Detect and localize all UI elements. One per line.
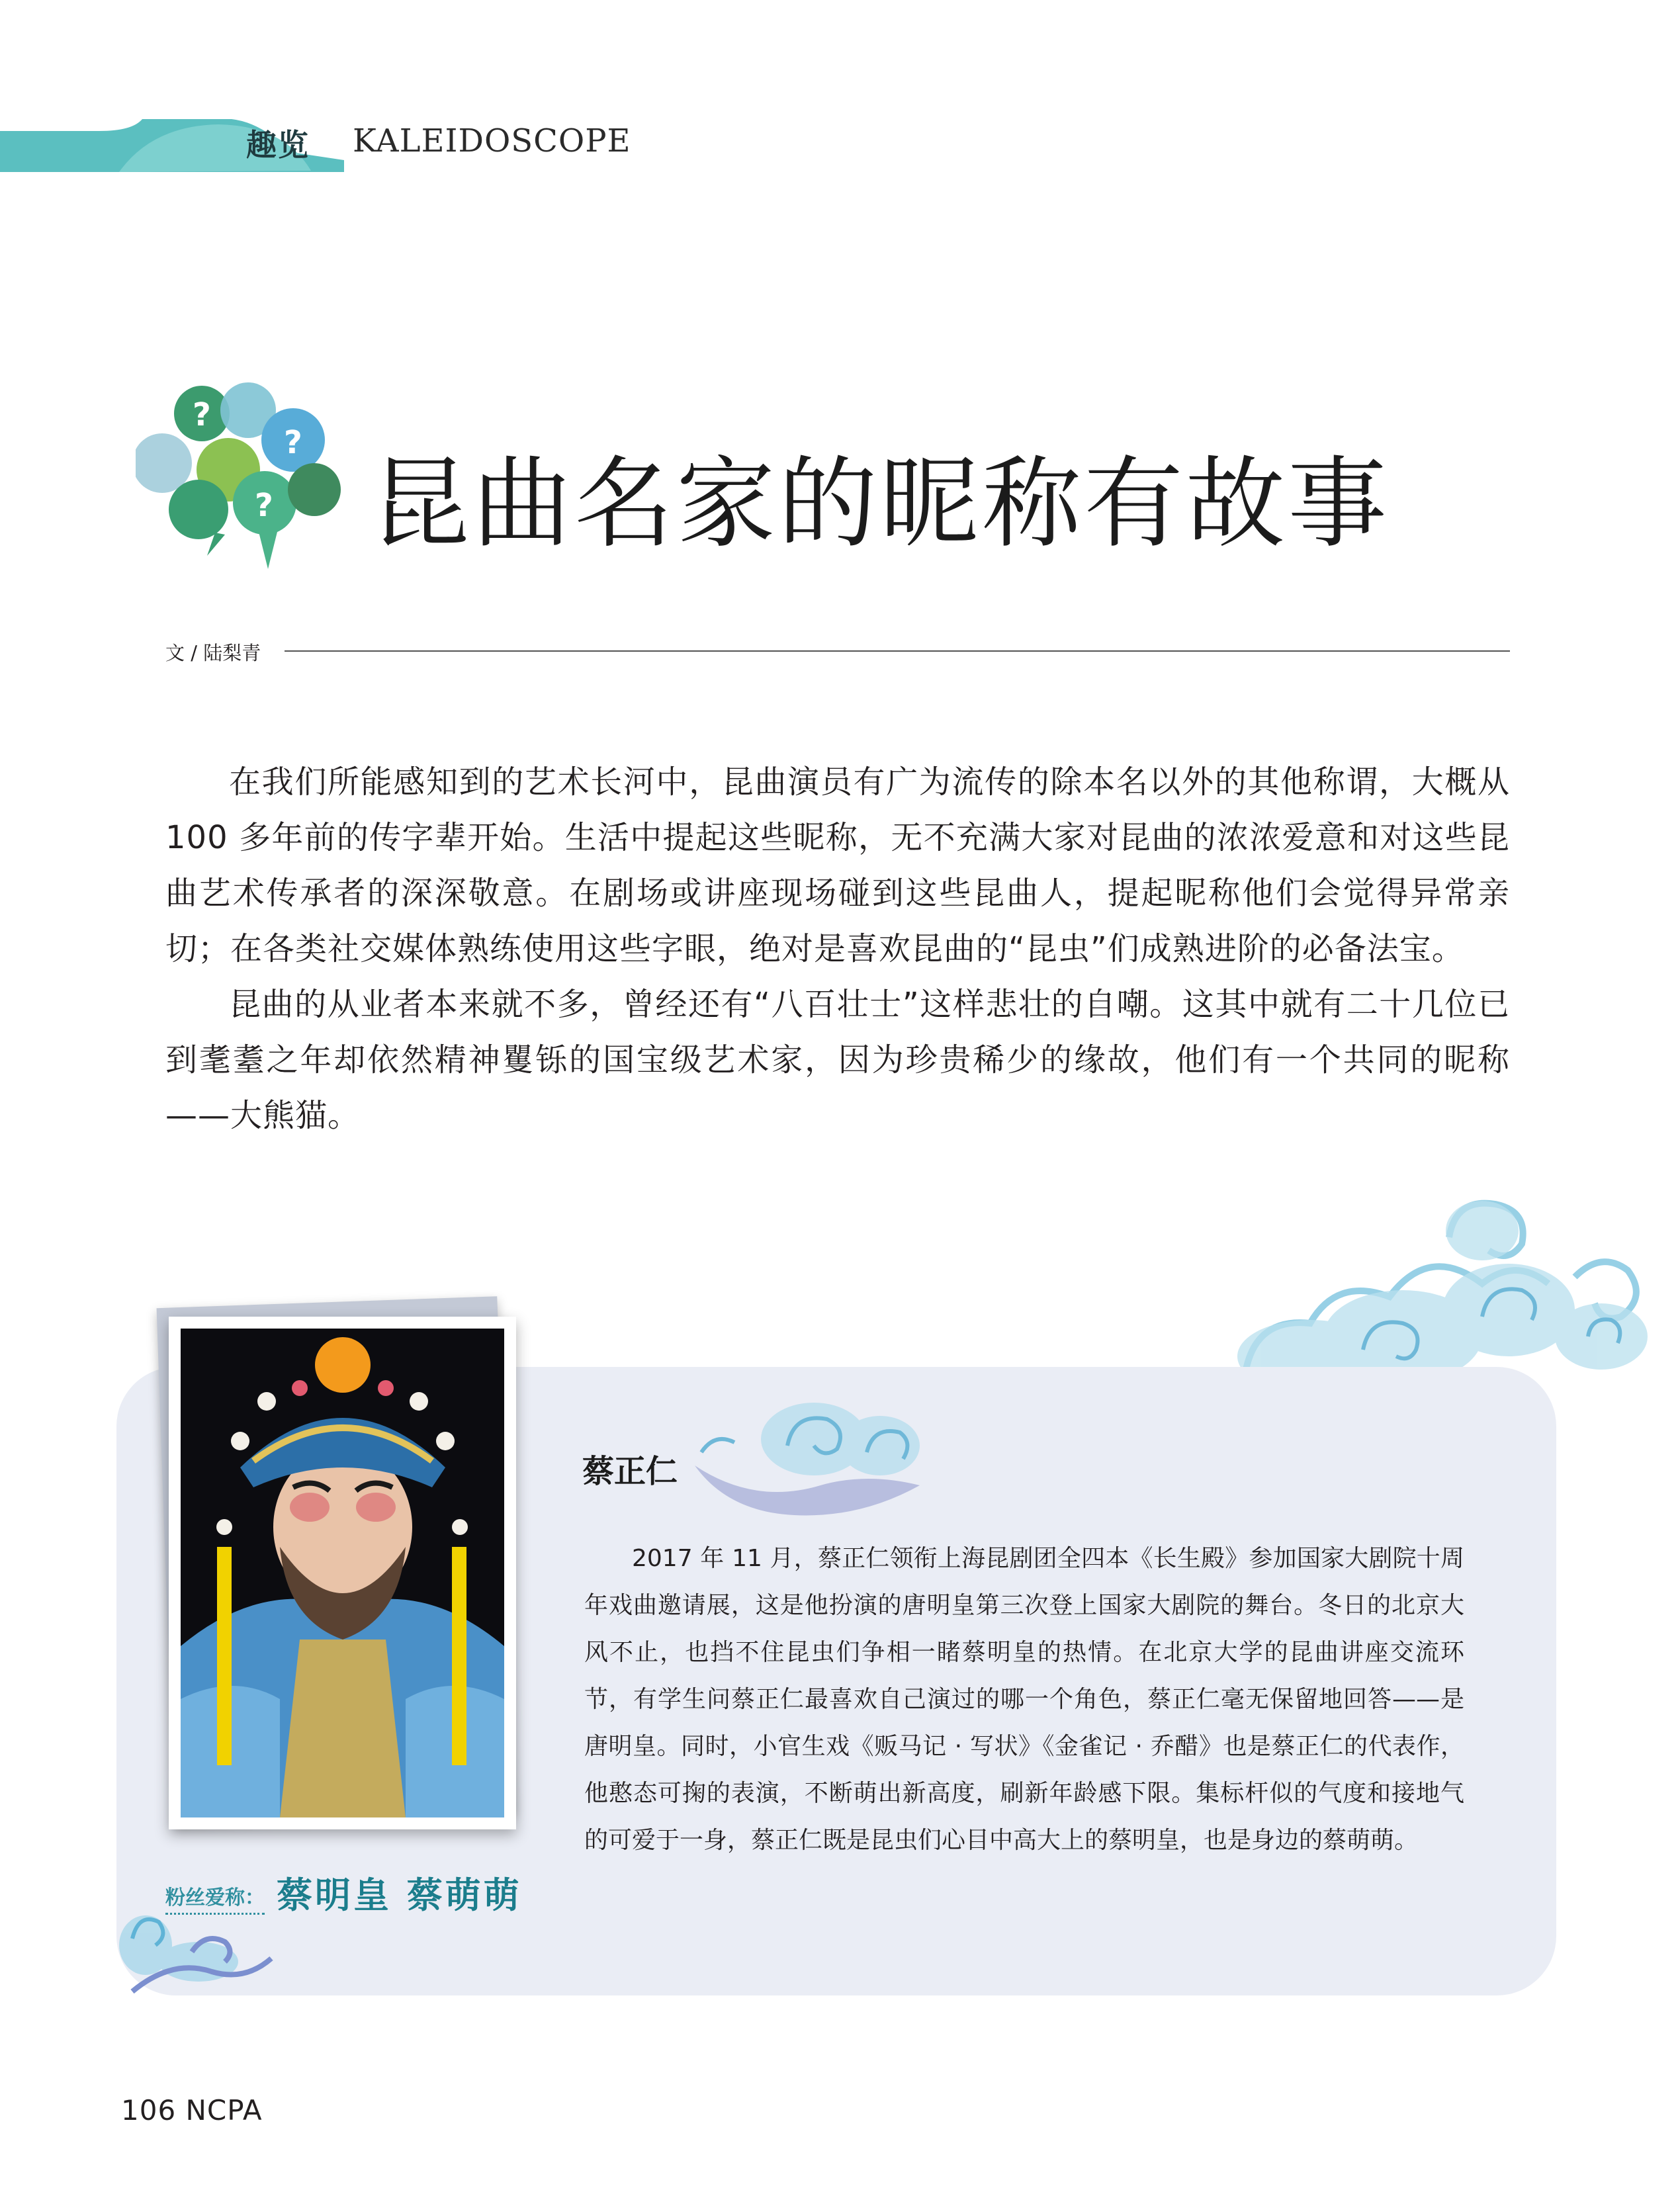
article-title: 昆曲名家的昵称有故事	[371, 447, 1390, 562]
cloud-ornament-icon	[688, 1386, 926, 1518]
svg-text:?: ?	[255, 487, 273, 524]
article-body	[165, 754, 1510, 1143]
question-bubble-icon	[136, 377, 354, 569]
fan-nickname-label: 粉丝爱称：	[165, 1881, 265, 1915]
body-paragraph: 昆曲的从业者本来就不多，曾经还有“八百壮士”这样悲壮的自嘲。这其中就有二十几位已到耄耋之年却依然精神矍铄的国宝级艺术家，因为珍贵稀少的缘故，他们有一个共同的昵称——大熊猫。	[165, 986, 1510, 1134]
byline: 文 / 陆梨青	[165, 642, 261, 664]
cloud-ornament-icon	[1231, 1184, 1654, 1396]
profile-name: 蔡正仁	[582, 1453, 678, 1490]
page-folio: 106 NCPA	[121, 2094, 263, 2126]
profile-photo	[169, 1317, 516, 1829]
profile-bio	[584, 1535, 1464, 1864]
section-label-en: KALEIDOSCOPE	[353, 122, 631, 159]
fan-nicknames: 蔡明皇 蔡萌萌	[277, 1874, 522, 1916]
body-paragraph: 在我们所能感知到的艺术长河中，昆曲演员有广为流传的除本名以外的其他称谓，大概从 100 多年前的传字辈开始。生活中提起这些昵称，无不充满大家对昆曲的浓浓爱意和对这些昆曲艺术传承者的深深敬意。在剧场或讲座现场碰到这些昆曲人，提起昵称他们会觉得异常亲切；在各类社交媒体熟练使用这些字眼，绝对是喜欢昆曲的“昆虫”们成熟进阶的必备法宝。	[165, 764, 1510, 967]
cloud-ornament-icon	[119, 1899, 278, 1998]
section-label-cn: 趣览	[246, 127, 310, 163]
performer-portrait	[181, 1329, 504, 1817]
bio-paragraph: 2017 年 11 月，蔡正仁领衔上海昆剧团全四本《长生殿》参加国家大剧院十周年戏曲邀请展，这是他扮演的唐明皇第三次登上国家大剧院的舞台。冬日的北京大风不止，也挡不住昆虫们争相一睹蔡明皇的热情。在北京大学的昆曲讲座交流环节，有学生问蔡正仁最喜欢自己演过的哪一个角色，蔡正仁毫无保留地回答——是唐明皇。同时，小官生戏《贩马记 · 写状》《金雀记 · 乔醋》也是蔡正仁的代表作，他憨态可掬的表演，不断萌出新高度，刷新年龄感下限。集标杆似的气度和接地气的可爱于一身，蔡正仁既是昆虫们心目中高大上的蔡明皇，也是身边的蔡萌萌。	[584, 1545, 1464, 1854]
svg-text:?: ?	[193, 396, 211, 433]
svg-text:?: ?	[284, 424, 302, 461]
byline-rule	[285, 650, 1510, 652]
